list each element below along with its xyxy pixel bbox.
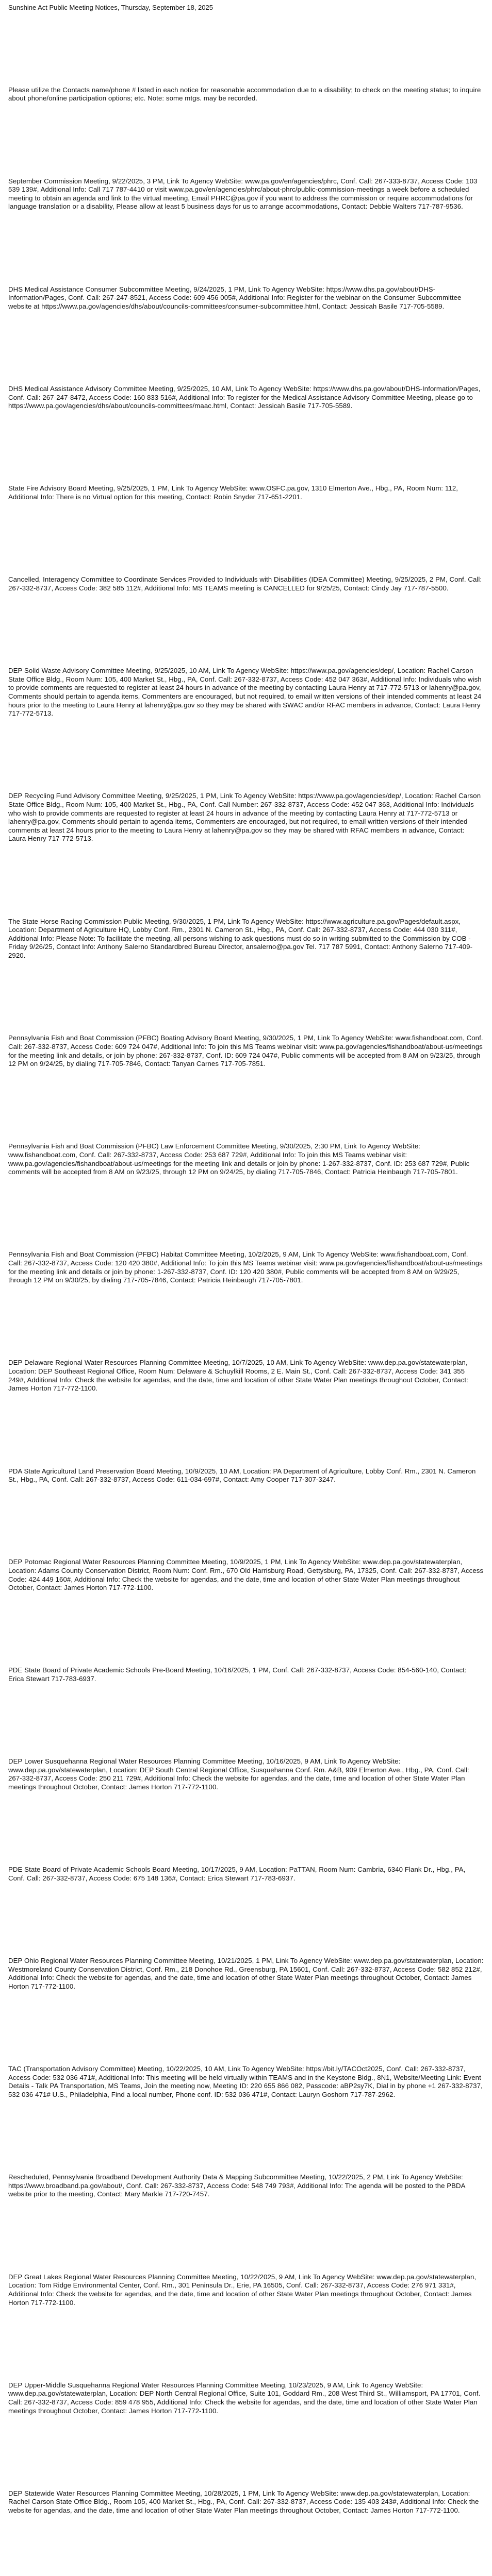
notice-idea-committee-cancelled: Cancelled, Interagency Committee to Coordinate Services Provided to Individuals with Disabilities (IDEA Committee) Meeting, 9/25/2025, 2 PM, Conf. Call: 267-332-8737, Access Code: 382 585 112#, Additional Info: MS TEAMS meeting is CANCELLED for 9/25/25, Contact: Cindy Jay 717-787-5500. — [8, 575, 482, 592]
notice-dep-great-lakes: DEP Great Lakes Regional Water Resources Planning Committee Meeting, 10/22/2025, 9 AM, Link To Agency WebSite: www.dep.pa.gov/statewaterplan, Location: Tom Ridge Environmental Center, Conf. Rm., 301 Peninsula Dr., Erie, PA 16505, Conf. Call: 267-332-8737, Access Code: 276 971 331#, Additional Info: Check the website for agendas, and the date, time and location of other State Water Plan meetings throughout October, Contact: James Horton 717-772-1100. — [8, 2273, 477, 2307]
page-title: Sunshine Act Public Meeting Notices, Thursday, September 18, 2025 — [8, 4, 213, 11]
notice-pfbc-habitat: Pennsylvania Fish and Boat Commission (PFBC) Habitat Committee Meeting, 10/2/2025, 9 AM, Link To Agency WebSite: www.fishandboat.com, Conf. Call: 267-332-8737, Access Code: 120 420 380#, Additional Info: To join this MS Teams webinar visit: www.pa.gov/agencies/fishandboat/about-us/meetings for the meeting link and details or join by phone: 1-267-332-8737, Conf. ID: 120 420 380#, Public comments will be accepted from 8 AM on 9/29/25, through 12 PM on 9/30/25, by dialing 717-705-7846, Contact: Patricia Heinbaugh 717-705-7801. — [8, 1250, 483, 1284]
notice-dep-upper-middle-susquehanna: DEP Upper-Middle Susquehanna Regional Water Resources Planning Committee Meeting, 10/23/2025, 9 AM, Link To Agency WebSite: www.dep.pa.gov/statewaterplan, Location: DEP North Central Regional Office, Suite 101, Goddard Rm., 208 West Third St., Williamsport, PA 17701, Conf. Call: 267-332-8737, Access Code: 859 478 955, Additional Info: Check the website for agendas, and the date, time and location of other State Water Plan meetings throughout October, Contact: James Horton 717-772-1100. — [8, 2381, 481, 2415]
intro-paragraph: Please utilize the Contacts name/phone # listed in each notice for reasonable accommodation due to a disability; to check on the meeting status; to inquire about phone/online participation options; etc. Note: some mtgs. may be recorded. — [8, 86, 481, 103]
notice-dep-ohio-regional: DEP Ohio Regional Water Resources Planning Committee Meeting, 10/21/2025, 1 PM, Link To Agency WebSite: www.dep.pa.gov/statewaterplan, Location: Westmoreland County Conservation District, Conf. Rm., 218 Donohoe Rd., Greensburg, PA 15601, Conf. Call: 267-332-8737, Access Code: 582 852 212#, Additional Info: Check the website for agendas, and the date, time and location of other State Water Plan meetings throughout October, Contact: James Horton 717-772-1100. — [8, 1957, 484, 1990]
notice-dep-lower-susquehanna: DEP Lower Susquehanna Regional Water Resources Planning Committee Meeting, 10/16/2025, 9 AM, Link To Agency WebSite: www.dep.pa.gov/statewaterplan, Location: DEP South Central Regional Office, Susquehanna Conf. Rm. A&B, 909 Elmerton Ave., Hbg., PA, Conf. Call: 267-332-8737, Access Code: 250 211 729#, Additional Info: Check the website for agendas, and the date, time and location of other State Water Plan meetings throughout October, Contact: James Horton 717-772-1100. — [8, 1757, 469, 1791]
notice-dep-solid-waste: DEP Solid Waste Advisory Committee Meeting, 9/25/2025, 10 AM, Link To Agency WebSite: https://www.pa.gov/agencies/dep/, Location: Rachel Carson State Office Bldg., Room Num: 105, 400 Market St., Hbg., PA, Conf. Call: 267-332-8737, Access Code: 452 047 363#, Additional Info: Individuals who wish to provide comments are requested to register at least 24 hours in advance of the meeting by contacting Laura Henry at 717-772-5713 or lahenry@pa.gov, Comments should pertain to agenda items, Commenters are encouraged, but not required, to email written versions of their intended comments at least 24 hours prior to the meeting to Laura Henry at lahenry@pa.gov so they may be shared with SWAC and/or RFAC members in advance, Contact: Laura Henry 717-772-5713. — [8, 667, 482, 718]
notice-pbda-data-mapping: Rescheduled, Pennsylvania Broadband Development Authority Data & Mapping Subcommittee Meeting, 10/22/2025, 2 PM, Link To Agency WebSite: https://www.broadband.pa.gov/about/, Conf. Call: 267-332-8737, Access Code: 548 749 793#, Additional Info: The agenda will be posted to the PBDA website prior to the meeting, Contact: Mary Markle 717-720-7457. — [8, 2173, 465, 2198]
notice-dhs-consumer-subcommittee: DHS Medical Assistance Consumer Subcommittee Meeting, 9/24/2025, 1 PM, Link To Agency WebSite: https://www.dhs.pa.gov/about/DHS-Information/Pages, Conf. Call: 267-247-8521, Access Code: 609 456 005#, Additional Info: Register for the webinar on the Consumer Subcommittee website at https://www.pa.gov/agencies/dhs/about/councils-committees/consumer-subcommittee.html, Contact: Jessicah Basile 717-705-5589. — [8, 285, 462, 310]
notice-phrc-september-commission: September Commission Meeting, 9/22/2025, 3 PM, Link To Agency WebSite: www.pa.gov/en/agencies/phrc, Conf. Call: 267-333-8737, Access Code: 103 539 139#, Additional Info: Call 717 787-4410 or visit www.pa.gov/en/agencies/phrc/about-phrc/public-commission-meetings a week before a scheduled meeting to obtain an agenda and link to the virtual meeting, Email PHRC@pa.gov if you want to address the commission or require accommodations for language translation or a disability, Please allow at least 5 business days for us to arrange accommodations, Contact: Debbie Walters 717-787-9536. — [8, 177, 478, 211]
notice-horse-racing-commission: The State Horse Racing Commission Public Meeting, 9/30/2025, 1 PM, Link To Agency WebSite: https://www.agriculture.pa.gov/Pages/default.aspx, Location: Department of Agriculture HQ, Lobby Conf. Rm., 2301 N. Cameron St., Hbg., PA, Conf. Call: 267-332-8737, Access Code: 444 030 311#, Additional Info: Please Note: To facilitate the meeting, all persons wishing to ask questions must do so in writing submitted to the Commission by COB - Friday 9/26/25, Contact Info: Anthony Salerno Standardbred Bureau Director, ansalerno@pa.gov Tel. 717 787 5991, Contact: Anthony Salerno 717-409-2920. — [8, 917, 473, 960]
notice-pfbc-boating-advisory: Pennsylvania Fish and Boat Commission (PFBC) Boating Advisory Board Meeting, 9/30/2025, 1 PM, Link To Agency WebSite: www.fishandboat.com, Conf. Call: 267-332-8737, Access Code: 609 724 047#, Additional Info: To join this MS Teams webinar visit: www.pa.gov/agencies/fishandboat/about-us/meetings for the meeting link and details, or join by phone: 267-332-8737, Conf. ID: 609 724 047#, Public comments will be accepted from 8 AM on 9/23/25, through 12 PM on 9/24/25, by dialing 717-705-7846, Contact: Tanyan Carnes 717-705-7851. — [8, 1034, 483, 1068]
notice-dep-recycling-fund: DEP Recycling Fund Advisory Committee Meeting, 9/25/2025, 1 PM, Link To Agency WebSite: https://www.pa.gov/agencies/dep/, Location: Rachel Carson State Office Bldg., Room Num: 105, 400 Market St., Hbg., PA, Conf. Call Number: 267-332-8737, Access Code: 452 047 363, Additional Info: Individuals who wish to provide comments are requested to register at least 24 hours in advance of the meeting by contacting Laura Henry at 717-772-5713 or lahenry@pa.gov, Comments should pertain to agenda items, Commenters are encouraged, but not required, to email written versions of their intended comments at least 24 hours prior to the meeting to Laura Henry at lahenry@pa.gov so they may be shared with RFAC members in advance, Contact: Laura Henry 717-772-5713. — [8, 792, 481, 843]
notice-dep-statewide: DEP Statewide Water Resources Planning Committee Meeting, 10/28/2025, 1 PM, Link To Agency WebSite: www.dep.pa.gov/statewaterplan, Location: Rachel Carson State Office Bldg., Room 105, 400 Market St., Hbg., PA, Conf. Call: 267-332-8737, Access Code: 135 403 243#, Additional Info: Check the website for agendas, and the date, time and location of other State Water Plan meetings throughout October, Contact: James Horton 717-772-1100. — [8, 2489, 479, 2514]
notice-pda-ag-land-preservation: PDA State Agricultural Land Preservation Board Meeting, 10/9/2025, 10 AM, Location: PA Department of Agriculture, Lobby Conf. Rm., 2301 N. Cameron St., Hbg., PA, Conf. Call: 267-332-8737, Access Code: 611-034-697#, Contact: Amy Cooper 717-307-3247. — [8, 1467, 476, 1484]
notice-dep-delaware-regional: DEP Delaware Regional Water Resources Planning Committee Meeting, 10/7/2025, 10 AM, Link To Agency WebSite: www.dep.pa.gov/statewaterplan, Location: DEP Southeast Regional Office, Room Num: Delaware & Schuylkill Rooms, 2 E. Main St., Conf. Call: 267-332-8737, Access Code: 341 355 249#, Additional Info: Check the website for agendas, and the date, time and location of other State Water Plan meetings throughout October, Contact: James Horton 717-772-1100. — [8, 1359, 468, 1393]
notice-pde-private-schools-preboard: PDE State Board of Private Academic Schools Pre-Board Meeting, 10/16/2025, 1 PM, Conf. Call: 267-332-8737, Access Code: 854-560-140, Contact: Erica Stewart 717-783-6937. — [8, 1666, 467, 1683]
notice-pde-private-schools-board: PDE State Board of Private Academic Schools Board Meeting, 10/17/2025, 9 AM, Location: PaTTAN, Room Num: Cambria, 6340 Flank Dr., Hbg., PA, Conf. Call: 267-332-8737, Access Code: 675 148 136#, Contact: Erica Stewart 717-783-6937. — [8, 1866, 466, 1882]
notice-tac-meeting: TAC (Transportation Advisory Committee) Meeting, 10/22/2025, 10 AM, Link To Agency WebSite: https://bit.ly/TACOct2025, Conf. Call: 267-332-8737, Access Code: 532 036 471#, Additional Info: This meeting will be held virtually within TEAMS and in the Keystone Bldg., 8N1, Website/Meeting Link: Event Details - Talk PA Transportation, MS Teams, Join the meeting now, Meeting ID: 220 655 866 082, Passcode: aBP2sy7K, Dial in by phone +1 267-332-8737, 532 036 471# U.S., Philadelphia, Find a local number, Phone conf. ID: 532 036 471#, Contact: Lauryn Goshorn 717-787-2962. — [8, 2065, 483, 2098]
notice-dep-potomac-regional: DEP Potomac Regional Water Resources Planning Committee Meeting, 10/9/2025, 1 PM, Link To Agency WebSite: www.dep.pa.gov/statewaterplan, Location: Adams County Conservation District, Room Num: Conf. Rm., 670 Old Harrisburg Road, Gettysburg, PA, 17325, Conf. Call: 267-332-8737, Access Code: 424 449 160#, Additional Info: Check the website for agendas, and the date, time and location of other State Water Plan meetings throughout October, Contact: James Horton 717-772-1100. — [8, 1558, 484, 1592]
notice-state-fire-advisory-board: State Fire Advisory Board Meeting, 9/25/2025, 1 PM, Link To Agency WebSite: www.OSFC.pa.gov, 1310 Elmerton Ave., Hbg., PA, Room Num: 112, Additional Info: There is no Virtual option for this meeting, Contact: Robin Snyder 717-651-2201. — [8, 484, 458, 501]
notice-dhs-maac: DHS Medical Assistance Advisory Committee Meeting, 9/25/2025, 10 AM, Link To Agency WebSite: https://www.dhs.pa.gov/about/DHS-Information/Pages, Conf. Call: 267-247-8472, Access Code: 160 833 516#, Additional Info: To register for the Medical Assistance Advisory Committee Meeting, please go to https://www.pa.gov/agencies/dhs/about/councils-committees/maac.html, Contact: Jessicah Basile 717-705-5589. — [8, 385, 481, 410]
notice-pfbc-law-enforcement: Pennsylvania Fish and Boat Commission (PFBC) Law Enforcement Committee Meeting, 9/30/2025, 2:30 PM, Link To Agency WebSite: www.fishandboat.com, Conf. Call: 267-332-8737, Access Code: 253 687 729#, Additional Info: To join this MS Teams webinar visit: www.pa.gov/agencies/fishandboat/about-us/meetings for the meeting link and details or join by phone: 1-267-332-8737, Conf. ID: 253 687 729#, Public comments will be accepted from 8 AM on 9/23/25, through 12 PM on 9/24/25, by dialing 717-705-7846, Contact: Patricia Heinbaugh 717-705-7801. — [8, 1142, 470, 1176]
